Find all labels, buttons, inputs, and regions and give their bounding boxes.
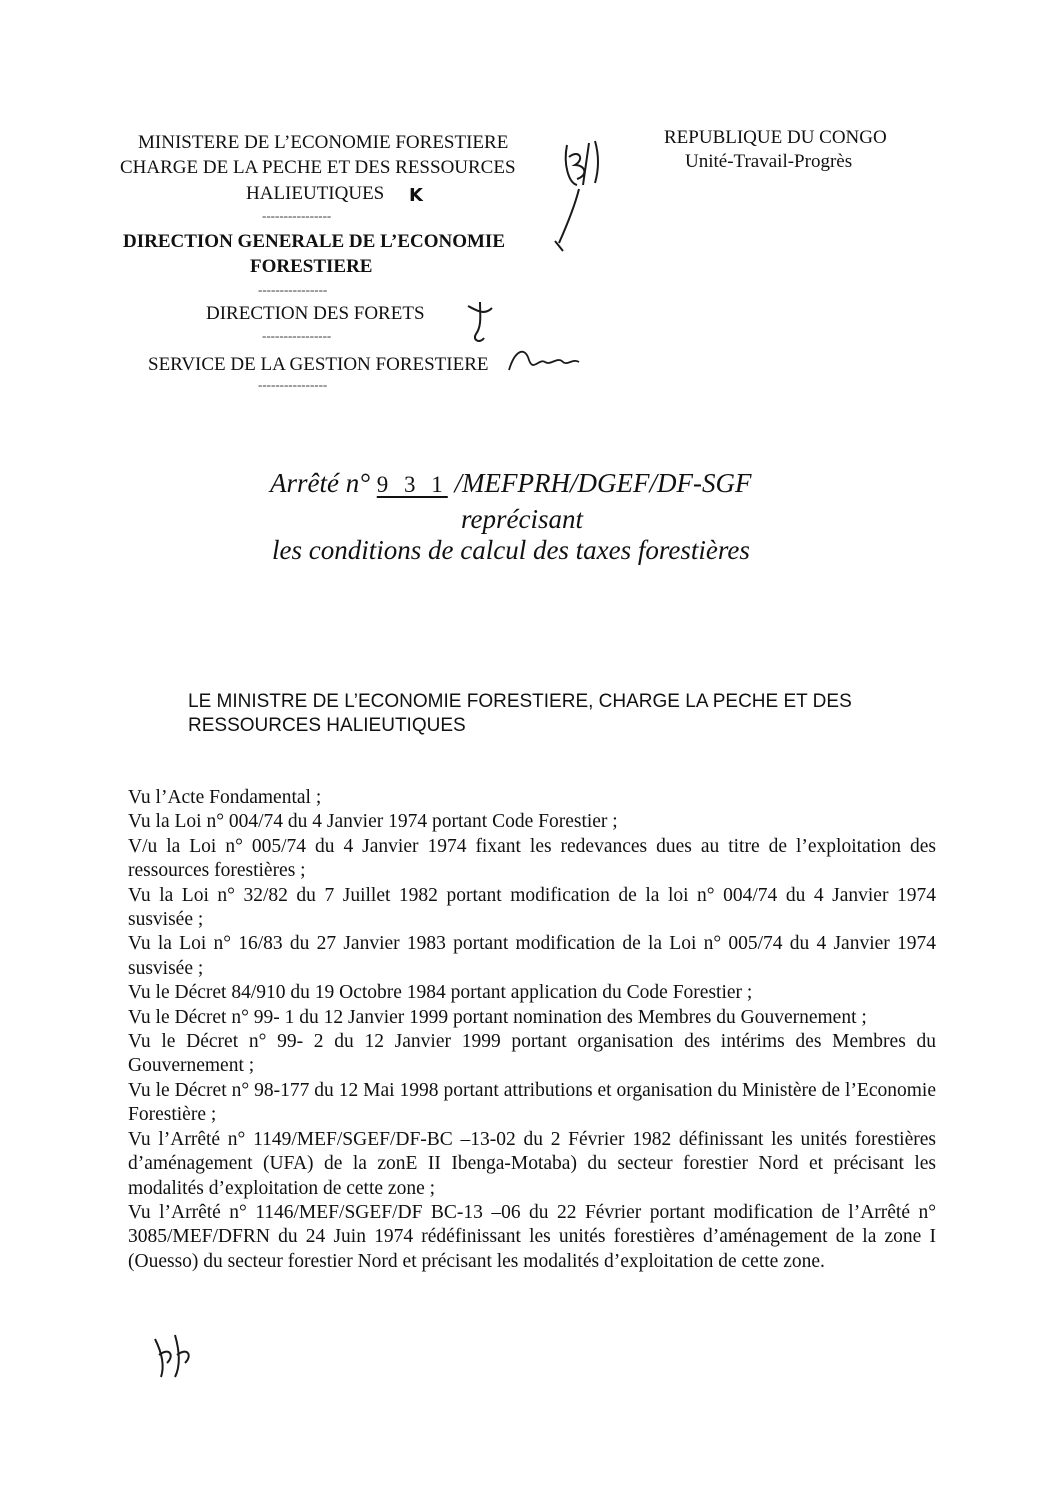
handwritten-paraph-mark: [145, 1325, 205, 1385]
direction-des-forets: DIRECTION DES FORETS: [206, 303, 425, 324]
service-gestion-forestiere: SERVICE DE LA GESTION FORESTIERE: [148, 354, 489, 375]
vu-item: Vu la Loi n° 16/83 du 27 Janvier 1983 portant modification de la Loi n° 005/74 du 4 Janvier 1974 susvisée ;: [128, 933, 936, 979]
vu-item: Vu l’Arrêté n° 1149/MEF/SGEF/DF-BC –13-02 du 2 Février 1982 définissant les unités forestières d’aménagement (UFA) de la zonE II Ibenga-Motaba) du secteur forestier Nord et précisant les modalités d’exploitation de cette zone ;: [128, 1128, 936, 1199]
ministry-line-1: MINISTERE DE L’ECONOMIE FORESTIERE: [138, 132, 509, 153]
arrete-number: 9 3 1: [376, 472, 448, 497]
arrete-title-line-3: les conditions de calcul des taxes forestières: [272, 535, 750, 565]
direction-generale-line-1: DIRECTION GENERALE DE L’ECONOMIE: [123, 231, 506, 252]
separator-2: ----------------: [258, 282, 328, 297]
handwritten-initial-k: K: [409, 185, 423, 206]
arrete-suffix: /MEFPRH/DGEF/DF-SGF: [454, 468, 752, 498]
vu-item: Vu le Décret 84/910 du 19 Octobre 1984 portant application du Code Forestier ;: [128, 982, 753, 1004]
arrete-title-line-2: reprécisant: [461, 504, 583, 534]
vu-item: Vu l’Acte Fondamental ;: [128, 787, 322, 808]
vu-item: Vu l’Arrêté n° 1146/MEF/SGEF/DF BC-13 –06 du 22 Février portant modification de l’Arrêté n° 3085/MEF/DFRN du 24 Juin 1974 rédéfinissant les unités forestières d’aménagement de la zone I (Ouesso) du secteur forestier Nord et précisant les modalités d’exploitation de cette zone.: [128, 1201, 936, 1272]
separator-1: ----------------: [262, 208, 332, 223]
vu-item: V/u la Loi n° 005/74 du 4 Janvier 1974 fixant les redevances dues au titre de l’exploitation des ressources forestières ;: [128, 835, 936, 882]
vu-item: Vu le Décret n° 99- 2 du 12 Janvier 1999 portant organisation des intérims des Membres du Gouvernement ;: [128, 1031, 936, 1077]
handwritten-x-mark: [462, 298, 502, 348]
direction-generale-line-2: FORESTIERE: [250, 256, 373, 277]
ministry-line-3: HALIEUTIQUES: [246, 183, 385, 204]
arrete-title-line-1: [270, 468, 751, 499]
handwritten-signature-mark: [505, 340, 585, 380]
country-name: REPUBLIQUE DU CONGO: [664, 127, 887, 148]
separator-3: ----------------: [262, 328, 332, 343]
vu-item: Vu la Loi n° 004/74 du 4 Janvier 1974 portant Code Forestier ;: [128, 811, 618, 833]
ministry-line-2: CHARGE DE LA PECHE ET DES RESSOURCES: [120, 157, 516, 178]
separator-4: ----------------: [258, 377, 328, 392]
handwritten-slash-mark: [545, 185, 585, 265]
arrete-prefix: Arrêté n°: [270, 468, 371, 498]
vu-item: Vu la Loi n° 32/82 du 7 Juillet 1982 portant modification de la loi n° 004/74 du 4 Janvier 1974 susvisée ;: [128, 884, 936, 931]
country-motto: Unité-Travail-Progrès: [685, 151, 853, 172]
vu-clauses: [128, 786, 936, 1274]
vu-item: Vu le Décret n° 98-177 du 12 Mai 1998 portant attributions et organisation du Ministère de l’Economie Forestière ;: [128, 1079, 936, 1126]
vu-item: Vu le Décret n° 99- 1 du 12 Janvier 1999 portant nomination des Membres du Gouvernement ;: [128, 1006, 867, 1028]
minister-heading: LE MINISTRE DE L’ECONOMIE FORESTIERE, CHARGE LA PECHE ET DES RESSOURCES HALIEUTIQUES: [188, 691, 852, 736]
